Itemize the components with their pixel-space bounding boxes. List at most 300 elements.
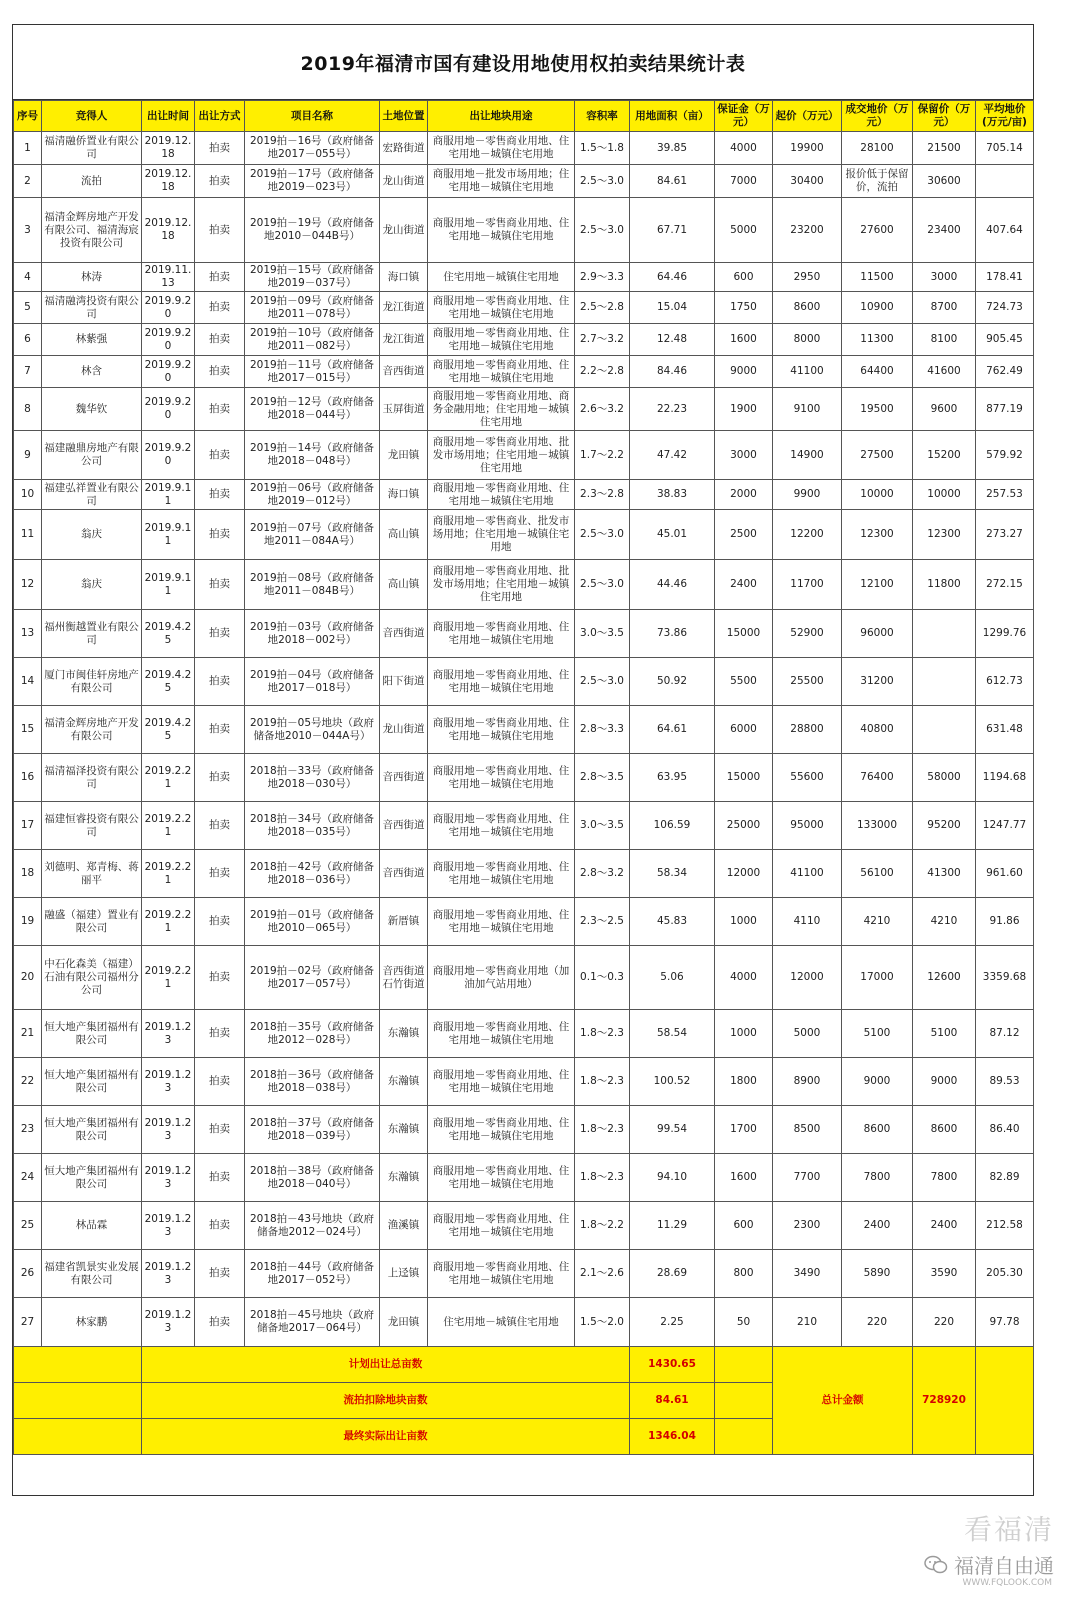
table-row [14,431,1034,480]
cell-far: 2.1～2.6 [575,1250,630,1298]
cell-far: 3.0～3.5 [575,610,630,658]
cell-winner: 福清融侨置业有限公司 [42,132,142,165]
table-row [14,898,1034,946]
cell-deal: 76400 [842,754,913,802]
cell-no: 16 [14,754,42,802]
cell-deal: 17000 [842,946,913,1010]
cell-no: 24 [14,1154,42,1202]
cell-no: 5 [14,292,42,324]
cell-location: 音西街道 [380,356,428,388]
cell-method: 拍卖 [195,850,245,898]
cell-winner: 林含 [42,356,142,388]
cell-no: 11 [14,510,42,560]
cell-project: 2019拍－03号（政府储备地2018－002号） [245,610,380,658]
cell-reserve [913,658,976,706]
cell-area: 12.48 [630,324,715,356]
cell-location: 阳下街道 [380,658,428,706]
cell-avg: 877.19 [976,388,1034,431]
cell-date: 2019.9.11 [142,510,195,560]
cell-avg: 82.89 [976,1154,1034,1202]
cell-avg: 961.60 [976,850,1034,898]
cell-use: 商服用地－零售商业用地、住宅用地－城镇住宅用地 [428,324,575,356]
watermark-url: WWW.FQLOOK.COM [962,1578,1052,1588]
header-cell: 保证金（万元） [715,101,773,132]
cell-use: 商服用地－零售商业用地、住宅用地－城镇住宅用地 [428,754,575,802]
cell-use: 商服用地－零售商业用地、住宅用地－城镇住宅用地 [428,1010,575,1058]
cell-project: 2019拍－07号（政府储备地2011－084A号） [245,510,380,560]
cell-reserve: 23400 [913,198,976,263]
cell-date: 2019.12.18 [142,165,195,198]
cell-start: 25500 [773,658,842,706]
cell-project: 2018拍－38号（政府储备地2018－040号） [245,1154,380,1202]
cell-project: 2019拍－16号（政府储备地2017－055号） [245,132,380,165]
cell-use: 商服用地－零售商业用地、住宅用地－城镇住宅用地 [428,1058,575,1106]
cell-date: 2019.2.21 [142,850,195,898]
cell-far: 1.8～2.3 [575,1058,630,1106]
cell-far: 2.8～3.2 [575,850,630,898]
cell-deposit: 15000 [715,610,773,658]
cell-method: 拍卖 [195,1298,245,1347]
cell-location: 龙山街道 [380,198,428,263]
cell-deposit: 600 [715,1202,773,1250]
cell-date: 2019.9.20 [142,292,195,324]
table-row [14,1298,1034,1347]
cell-use: 商服用地－零售商业用地、住宅用地－城镇住宅用地 [428,356,575,388]
cell-deposit: 600 [715,263,773,292]
header-cell: 序号 [14,101,42,132]
cell-reserve: 3590 [913,1250,976,1298]
cell-deposit: 1000 [715,898,773,946]
cell-date: 2019.12.18 [142,132,195,165]
cell-project: 2019拍－09号（政府储备地2011－078号） [245,292,380,324]
cell-start: 3490 [773,1250,842,1298]
cell-far: 1.7～2.2 [575,431,630,480]
cell-deal: 10900 [842,292,913,324]
cell-start: 5000 [773,1010,842,1058]
cell-no: 26 [14,1250,42,1298]
cell-start: 19900 [773,132,842,165]
cell-date: 2019.12.18 [142,198,195,263]
cell-avg: 205.30 [976,1250,1034,1298]
cell-reserve: 30600 [913,165,976,198]
final-value: 1346.04 [630,1419,715,1455]
cell-project: 2019拍－19号（政府储备地2010－044B号） [245,198,380,263]
cell-far: 1.5～1.8 [575,132,630,165]
cell-method: 拍卖 [195,560,245,610]
cell-method: 拍卖 [195,324,245,356]
cell-area: 63.95 [630,754,715,802]
cell-method: 拍卖 [195,754,245,802]
cell-method: 拍卖 [195,292,245,324]
watermark [804,1508,1054,1598]
cell-winner: 恒大地产集团福州有限公司 [42,1106,142,1154]
cell-far: 1.8～2.2 [575,1202,630,1250]
cell-avg: 724.73 [976,292,1034,324]
cell-location: 龙山街道 [380,165,428,198]
cell-project: 2019拍－10号（政府储备地2011－082号） [245,324,380,356]
table-row [14,263,1034,292]
cell-use: 商服用地－零售商业用地（加油加气站用地） [428,946,575,1010]
cell-no: 3 [14,198,42,263]
cell-date: 2019.2.21 [142,898,195,946]
cell-date: 2019.2.21 [142,802,195,850]
cell-method: 拍卖 [195,356,245,388]
cell-no: 21 [14,1010,42,1058]
table-row [14,946,1034,1010]
cell-use: 住宅用地－城镇住宅用地 [428,1298,575,1347]
cell-area: 22.23 [630,388,715,431]
cell-use: 商服用地－零售商业用地、住宅用地－城镇住宅用地 [428,1202,575,1250]
header-cell: 项目名称 [245,101,380,132]
cell-deal: 4210 [842,898,913,946]
table-row [14,802,1034,850]
cell-deposit: 1750 [715,292,773,324]
total-value: 728920 [913,1347,976,1455]
table-row [14,132,1034,165]
header-cell: 土地位置 [380,101,428,132]
cell-deal: 12300 [842,510,913,560]
cell-no: 25 [14,1202,42,1250]
cell-date: 2019.1.23 [142,1202,195,1250]
cell-no: 4 [14,263,42,292]
cell-use: 商服用地－零售商业用地、住宅用地－城镇住宅用地 [428,610,575,658]
cell-deposit: 4000 [715,132,773,165]
cell-location: 音西街道石竹街道 [380,946,428,1010]
cell-winner: 福清金辉房地产开发有限公司 [42,706,142,754]
cell-deal: 19500 [842,388,913,431]
cell-avg: 86.40 [976,1106,1034,1154]
cell-area: 2.25 [630,1298,715,1347]
cell-no: 6 [14,324,42,356]
header-cell: 竞得人 [42,101,142,132]
cell-reserve: 8600 [913,1106,976,1154]
summary-blank [715,1347,773,1383]
cell-area: 94.10 [630,1154,715,1202]
cell-far: 1.8～2.3 [575,1154,630,1202]
cell-start: 210 [773,1298,842,1347]
cell-far: 0.1～0.3 [575,946,630,1010]
cell-deal: 64400 [842,356,913,388]
cell-area: 84.61 [630,165,715,198]
cell-far: 3.0～3.5 [575,802,630,850]
header-cell: 保留价（万元） [913,101,976,132]
cell-avg: 91.86 [976,898,1034,946]
cell-date: 2019.1.23 [142,1298,195,1347]
cell-project: 2019拍－14号（政府储备地2018－048号） [245,431,380,480]
cell-use: 商服用地－零售商业用地、住宅用地－城镇住宅用地 [428,198,575,263]
cell-method: 拍卖 [195,1010,245,1058]
cell-date: 2019.4.25 [142,610,195,658]
cell-location: 上迳镇 [380,1250,428,1298]
header-cell: 出让时间 [142,101,195,132]
cell-far: 2.5～3.0 [575,560,630,610]
cell-area: 50.92 [630,658,715,706]
cell-area: 84.46 [630,356,715,388]
cell-winner: 恒大地产集团福州有限公司 [42,1058,142,1106]
table-row [14,706,1034,754]
cell-winner: 林紫强 [42,324,142,356]
cell-deal: 28100 [842,132,913,165]
cell-no: 22 [14,1058,42,1106]
cell-use: 商服用地－零售商业、批发市场用地；住宅用地－城镇住宅用地 [428,510,575,560]
cell-reserve [913,706,976,754]
cell-method: 拍卖 [195,165,245,198]
cell-reserve: 12600 [913,946,976,1010]
cell-no: 20 [14,946,42,1010]
cell-method: 拍卖 [195,1202,245,1250]
cell-use: 商服用地－零售商业用地、住宅用地－城镇住宅用地 [428,1154,575,1202]
cell-deal: 11300 [842,324,913,356]
cell-deal: 12100 [842,560,913,610]
table-row [14,754,1034,802]
cell-no: 19 [14,898,42,946]
cell-winner: 翁庆 [42,510,142,560]
summary-blank [715,1383,773,1419]
cell-reserve: 2400 [913,1202,976,1250]
cell-far: 2.7～3.2 [575,324,630,356]
cell-no: 17 [14,802,42,850]
total-label: 总计金额 [773,1347,913,1455]
cell-no: 9 [14,431,42,480]
cell-use: 商服用地－零售商业用地、批发市场用地；住宅用地－城镇住宅用地 [428,560,575,610]
cell-area: 106.59 [630,802,715,850]
table-row [14,658,1034,706]
cell-far: 2.2～2.8 [575,356,630,388]
cell-deposit: 2400 [715,560,773,610]
cell-area: 39.85 [630,132,715,165]
cell-far: 1.8～2.3 [575,1010,630,1058]
cell-no: 13 [14,610,42,658]
cell-location: 高山镇 [380,560,428,610]
cell-deposit: 1600 [715,1154,773,1202]
cell-start: 41100 [773,850,842,898]
cell-project: 2019拍－04号（政府储备地2017－018号） [245,658,380,706]
cell-far: 2.8～3.5 [575,754,630,802]
cell-project: 2019拍－02号（政府储备地2017－057号） [245,946,380,1010]
cell-location: 渔溪镇 [380,1202,428,1250]
wechat-icon [924,1555,948,1575]
cell-method: 拍卖 [195,263,245,292]
cell-winner: 厦门市闽佳轩房地产有限公司 [42,658,142,706]
cell-deal: 2400 [842,1202,913,1250]
cell-deal: 报价低于保留价，流拍 [842,165,913,198]
cell-location: 龙江街道 [380,292,428,324]
cell-method: 拍卖 [195,198,245,263]
cell-use: 商服用地－零售商业用地、住宅用地－城镇住宅用地 [428,802,575,850]
cell-avg: 1247.77 [976,802,1034,850]
cell-start: 55600 [773,754,842,802]
cell-avg [976,165,1034,198]
cell-far: 1.8～2.3 [575,1106,630,1154]
cell-date: 2019.1.23 [142,1250,195,1298]
cell-deposit: 5000 [715,198,773,263]
cell-use: 商服用地－零售商业用地、商务金融用地；住宅用地－城镇住宅用地 [428,388,575,431]
cell-location: 音西街道 [380,802,428,850]
cell-use: 商服用地－零售商业用地、住宅用地－城镇住宅用地 [428,132,575,165]
cell-area: 58.54 [630,1010,715,1058]
cell-area: 11.29 [630,1202,715,1250]
cell-avg: 87.12 [976,1010,1034,1058]
cell-project: 2019拍－15号（政府储备地2019－037号） [245,263,380,292]
cell-reserve: 15200 [913,431,976,480]
cell-reserve: 11800 [913,560,976,610]
cell-avg: 407.64 [976,198,1034,263]
cell-reserve: 8700 [913,292,976,324]
table-row [14,560,1034,610]
cell-location: 东瀚镇 [380,1058,428,1106]
header-cell: 容积率 [575,101,630,132]
cell-deal: 11500 [842,263,913,292]
cell-method: 拍卖 [195,898,245,946]
cell-start: 28800 [773,706,842,754]
cell-start: 4110 [773,898,842,946]
cell-date: 2019.1.23 [142,1058,195,1106]
cell-far: 2.5～3.0 [575,658,630,706]
cell-location: 音西街道 [380,754,428,802]
cell-project: 2018拍－44号（政府储备地2017－052号） [245,1250,380,1298]
cell-far: 2.6～3.2 [575,388,630,431]
header-cell: 出让方式 [195,101,245,132]
cell-winner: 翁庆 [42,560,142,610]
cell-deposit: 50 [715,1298,773,1347]
summary-blank [14,1347,142,1383]
cell-deal: 7800 [842,1154,913,1202]
cell-winner: 福清福泽投资有限公司 [42,754,142,802]
cell-no: 8 [14,388,42,431]
cell-reserve: 41600 [913,356,976,388]
cell-start: 2950 [773,263,842,292]
results-table [13,100,1034,1455]
cell-method: 拍卖 [195,610,245,658]
cell-method: 拍卖 [195,388,245,431]
cell-no: 7 [14,356,42,388]
table-row [14,1250,1034,1298]
watermark-text: 福清自由通 [954,1554,1054,1578]
cell-winner: 福州衡越置业有限公司 [42,610,142,658]
table-row [14,1058,1034,1106]
cell-project: 2019拍－17号（政府储备地2019－023号） [245,165,380,198]
cell-project: 2019拍－08号（政府储备地2011－084B号） [245,560,380,610]
cell-reserve: 3000 [913,263,976,292]
cell-no: 2 [14,165,42,198]
cell-location: 龙田镇 [380,1298,428,1347]
cell-deal: 9000 [842,1058,913,1106]
cell-start: 12000 [773,946,842,1010]
cell-start: 8600 [773,292,842,324]
header-cell: 平均地价(万元/亩) [976,101,1034,132]
cell-winner: 魏华钦 [42,388,142,431]
cell-area: 45.01 [630,510,715,560]
cell-area: 73.86 [630,610,715,658]
cell-deal: 220 [842,1298,913,1347]
table-row [14,510,1034,560]
cell-far: 2.9～3.3 [575,263,630,292]
header-cell: 出让地块用途 [428,101,575,132]
cell-date: 2019.4.25 [142,658,195,706]
cell-location: 高山镇 [380,510,428,560]
cell-date: 2019.9.20 [142,388,195,431]
cell-deal: 8600 [842,1106,913,1154]
summary-blank [715,1419,773,1455]
cell-date: 2019.1.23 [142,1010,195,1058]
cell-location: 音西街道 [380,610,428,658]
cell-location: 东瀚镇 [380,1106,428,1154]
cell-winner: 林品霖 [42,1202,142,1250]
cell-reserve: 220 [913,1298,976,1347]
cell-deposit: 12000 [715,850,773,898]
cell-area: 15.04 [630,292,715,324]
table-row [14,1202,1034,1250]
table-row [14,356,1034,388]
final-label: 最终实际出让亩数 [142,1419,630,1455]
cell-winner: 福清金辉房地产开发有限公司、福清海宸投资有限公司 [42,198,142,263]
cell-start: 12200 [773,510,842,560]
cell-date: 2019.2.21 [142,754,195,802]
cell-deposit: 3000 [715,431,773,480]
cell-deal: 27500 [842,431,913,480]
cell-use: 商服用地－零售商业用地、住宅用地－城镇住宅用地 [428,1106,575,1154]
cell-reserve: 21500 [913,132,976,165]
cell-avg: 257.53 [976,480,1034,510]
cell-project: 2018拍－37号（政府储备地2018－039号） [245,1106,380,1154]
cell-project: 2018拍－35号（政府储备地2012－028号） [245,1010,380,1058]
cell-far: 2.5～2.8 [575,292,630,324]
cell-project: 2019拍－06号（政府储备地2019－012号） [245,480,380,510]
cell-avg: 272.15 [976,560,1034,610]
cell-location: 东瀚镇 [380,1010,428,1058]
cell-start: 7700 [773,1154,842,1202]
table-row [14,198,1034,263]
cell-deposit: 800 [715,1250,773,1298]
cell-reserve: 8100 [913,324,976,356]
cell-winner: 融盛（福建）置业有限公司 [42,898,142,946]
cell-project: 2018拍－42号（政府储备地2018－036号） [245,850,380,898]
cell-area: 47.42 [630,431,715,480]
cell-avg: 178.41 [976,263,1034,292]
cell-winner: 林涛 [42,263,142,292]
cell-no: 15 [14,706,42,754]
cell-project: 2019拍－01号（政府储备地2010－065号） [245,898,380,946]
cell-method: 拍卖 [195,1250,245,1298]
cell-deposit: 6000 [715,706,773,754]
cell-date: 2019.11.13 [142,263,195,292]
cell-no: 1 [14,132,42,165]
cell-reserve: 10000 [913,480,976,510]
results-sheet [12,24,1034,1496]
cell-no: 18 [14,850,42,898]
cell-method: 拍卖 [195,1106,245,1154]
watermark-line [924,1550,1054,1579]
watermark-main: 看福清 [963,1513,1054,1546]
table-row [14,165,1034,198]
cell-reserve: 12300 [913,510,976,560]
cell-location: 宏路街道 [380,132,428,165]
cell-avg: 3359.68 [976,946,1034,1010]
cell-deal: 27600 [842,198,913,263]
cell-use: 商服用地－零售商业用地、批发市场用地；住宅用地－城镇住宅用地 [428,431,575,480]
cell-avg: 89.53 [976,1058,1034,1106]
table-row [14,324,1034,356]
cell-date: 2019.9.11 [142,560,195,610]
cell-avg: 631.48 [976,706,1034,754]
cell-location: 海口镇 [380,263,428,292]
cell-method: 拍卖 [195,1058,245,1106]
cell-start: 95000 [773,802,842,850]
table-row [14,1154,1034,1202]
cell-method: 拍卖 [195,431,245,480]
cell-reserve [913,610,976,658]
cell-deal: 96000 [842,610,913,658]
